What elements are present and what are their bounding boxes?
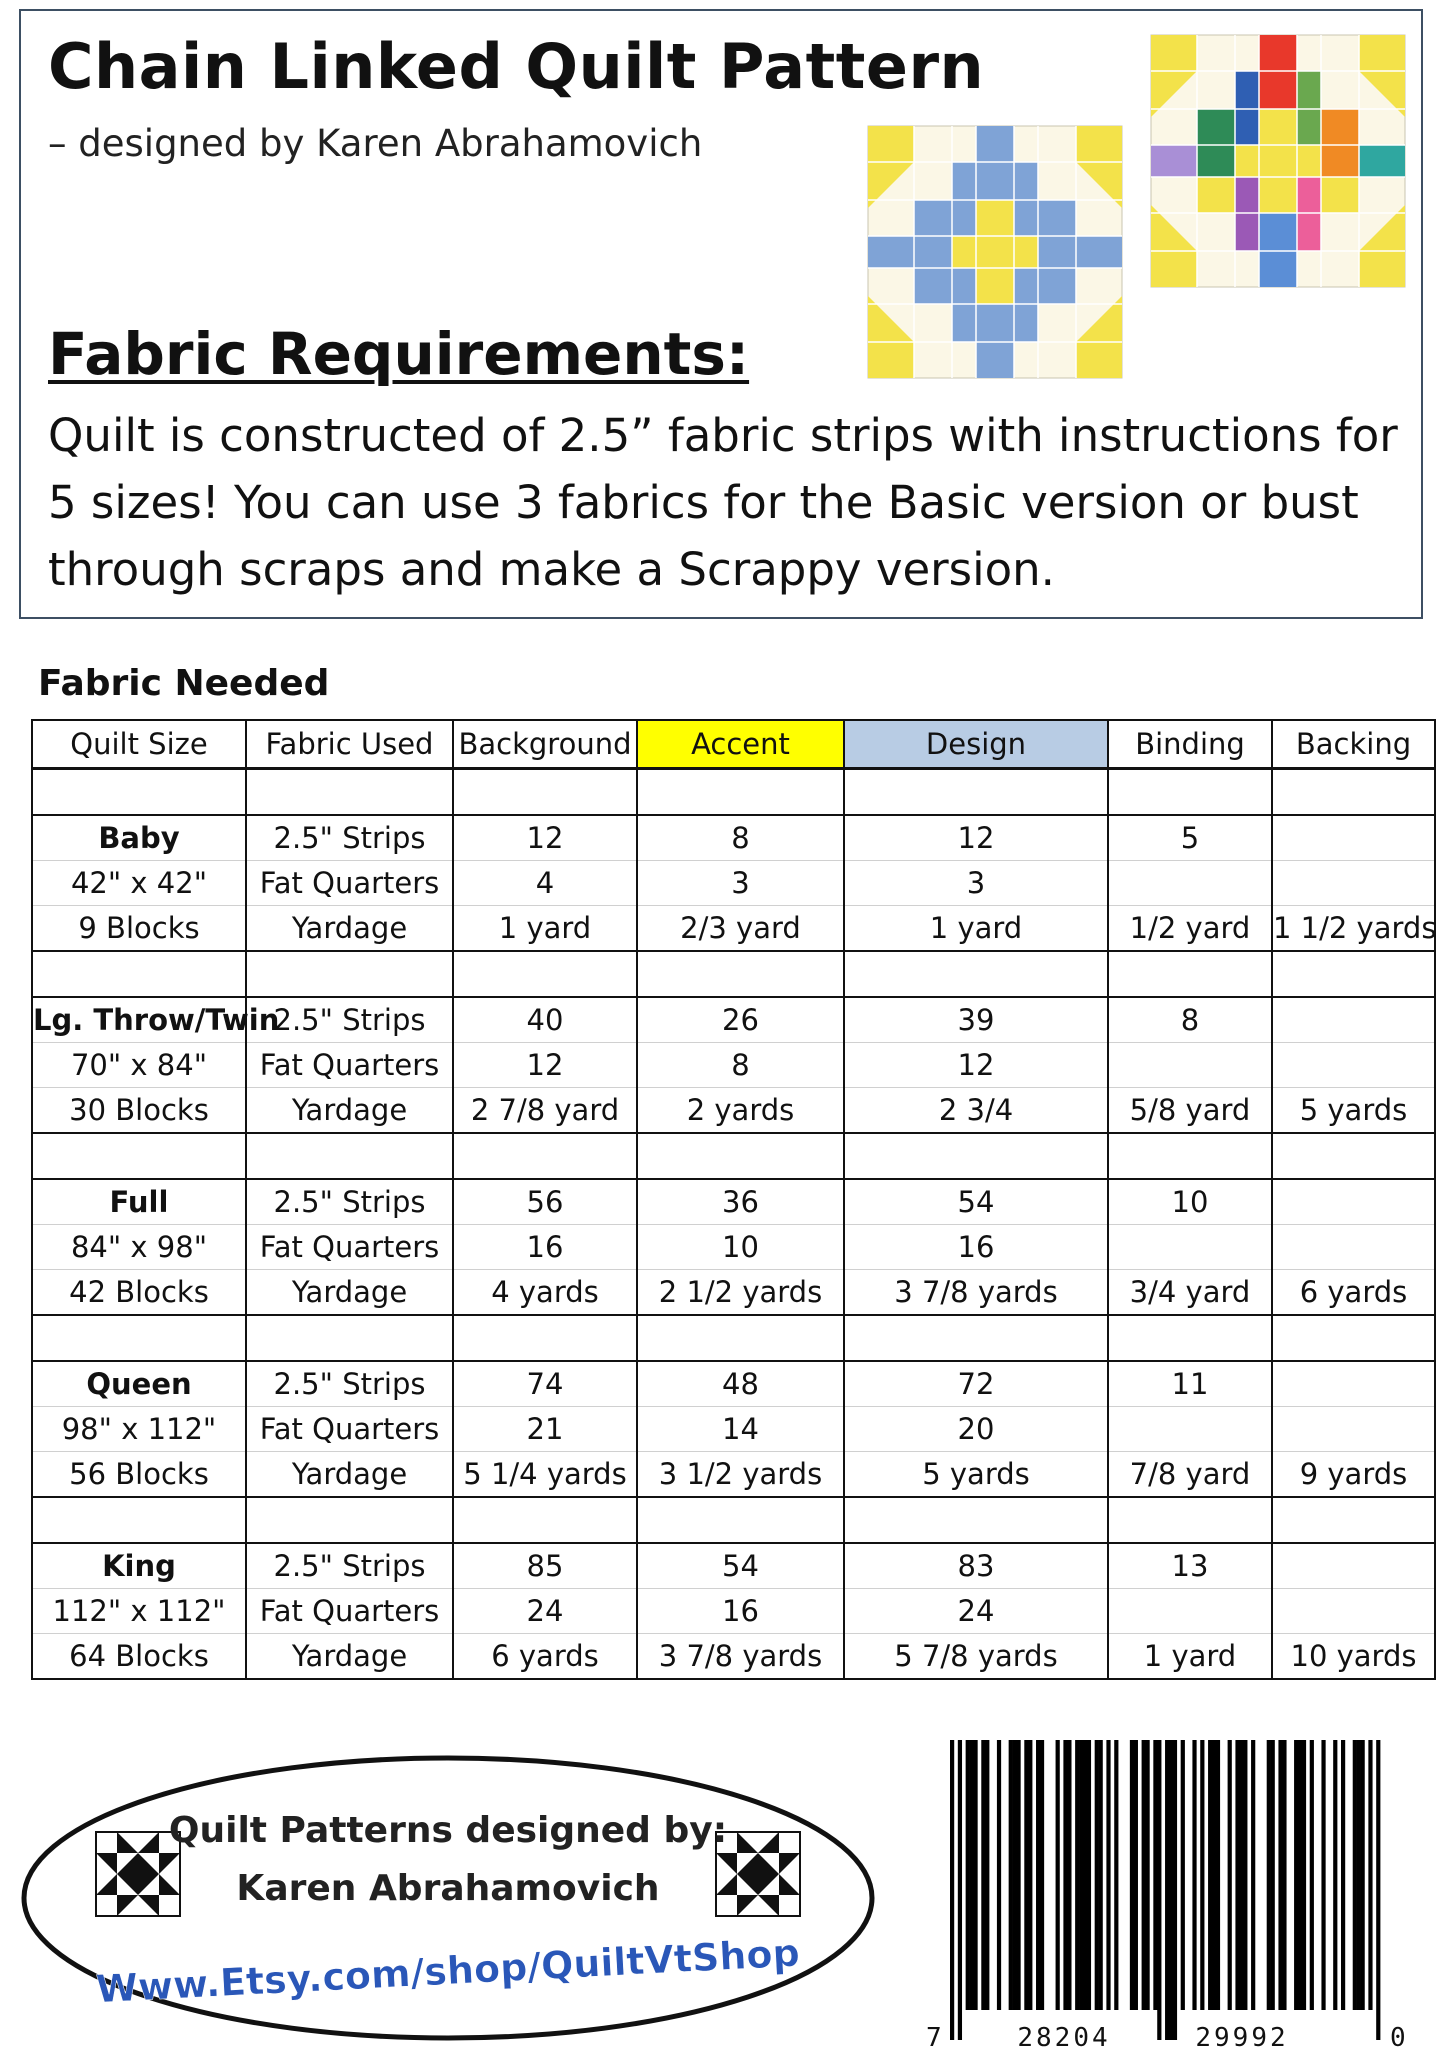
barcode-bar [1321,1740,1325,2010]
cell-design: 24 [844,1589,1108,1634]
cell-quilt-size: 9 Blocks [32,906,246,952]
cell-accent: 3 [637,861,844,906]
barcode-bar [1095,1740,1099,2010]
barcode-bar [1310,1740,1314,2010]
cell-accent: 2 yards [637,1088,844,1134]
spacer-cell [637,1133,844,1179]
spacer-cell [1108,1497,1272,1543]
barcode-bar [966,1740,970,2010]
cell-background: 40 [453,997,637,1043]
spacer-row [32,951,1435,997]
barcode-bar [1134,1740,1138,2010]
logo-line-2: Karen Abrahamovich [236,1868,660,1909]
cell-accent: 36 [637,1179,844,1225]
cell-fabric-used: Fat Quarters [246,1407,453,1452]
cell-design: 83 [844,1543,1108,1589]
cell-quilt-size: Lg. Throw/Twin [32,997,246,1043]
barcode-digit-last: 0 [1390,2023,1406,2052]
barcode-bar [1067,1740,1071,2010]
barcode-bar [1216,1740,1220,2010]
table-row [32,1088,1435,1134]
spacer-cell [453,1133,637,1179]
cell-quilt-size: 42" x 42" [32,861,246,906]
spacer-cell [32,1315,246,1361]
spacer-cell [32,1133,246,1179]
cell-backing [1272,997,1435,1043]
fabric-table [31,719,1436,1680]
cell-accent: 2/3 yard [637,906,844,952]
cell-design: 39 [844,997,1108,1043]
cell-fabric-used: Fat Quarters [246,1225,453,1270]
cell-design: 12 [844,1043,1108,1088]
cell-backing [1272,1543,1435,1589]
cell-binding [1108,1225,1272,1270]
barcode-bar [1243,1740,1247,2010]
spacer-cell [246,769,453,816]
spacer-cell [32,769,246,816]
spacer-cell [844,1133,1108,1179]
spacer-cell [1272,951,1435,997]
spacer-cell [637,1315,844,1361]
cell-quilt-size: 112" x 112" [32,1589,246,1634]
cell-quilt-size: 98" x 112" [32,1407,246,1452]
table-row [32,997,1435,1043]
cell-accent: 48 [637,1361,844,1407]
cell-quilt-size: 30 Blocks [32,1088,246,1134]
intro-line: through scraps and make a Scrappy version. [48,543,1055,596]
cell-backing [1272,1589,1435,1634]
spacer-cell [844,1315,1108,1361]
cell-accent: 8 [637,815,844,861]
cell-binding: 10 [1108,1179,1272,1225]
cell-design: 1 yard [844,906,1108,952]
barcode-bar [1368,1740,1372,2010]
cell-fabric-used: 2.5" Strips [246,815,453,861]
table-row [32,1543,1435,1589]
cell-accent: 10 [637,1225,844,1270]
spacer-cell [246,1133,453,1179]
barcode-bar [1235,1740,1239,2010]
barcode-bar [1145,1740,1149,2010]
spacer-cell [32,1497,246,1543]
cell-accent: 14 [637,1407,844,1452]
cell-binding: 7/8 yard [1108,1452,1272,1498]
cell-background: 5 1/4 yards [453,1452,637,1498]
cell-backing [1272,815,1435,861]
barcode-bar [1333,1740,1337,2010]
intro-line: 5 sizes! You can use 3 fabrics for the Basic version or bust [48,476,1359,529]
cell-design: 3 [844,861,1108,906]
barcode-bar [981,1740,985,2010]
barcode [924,1740,1424,2050]
logo-line-1: Quilt Patterns designed by: [168,1810,728,1851]
barcode-bar [1271,1740,1275,2010]
spacer-cell [1272,1315,1435,1361]
spacer-cell [1272,1133,1435,1179]
barcode-bar [1099,1740,1103,2010]
spacer-cell [246,951,453,997]
cell-backing: 5 yards [1272,1088,1435,1134]
cell-background: 4 [453,861,637,906]
barcode-bar [1278,1740,1282,2010]
cell-background: 1 yard [453,906,637,952]
barcode-bar [1181,1740,1185,2010]
cell-quilt-size: 42 Blocks [32,1270,246,1316]
cell-backing: 1 1/2 yards [1272,906,1435,952]
barcode-bar [1298,1740,1302,2010]
col-header-design: Design [844,720,1108,769]
table-body [32,769,1435,1680]
barcode-bar [1173,1740,1177,2040]
spacer-cell [1108,1133,1272,1179]
barcode-digits-right: 29992 [1195,2023,1289,2052]
cell-binding: 5 [1108,815,1272,861]
cell-fabric-used: Yardage [246,1088,453,1134]
cell-accent: 8 [637,1043,844,1088]
cell-backing: 6 yards [1272,1270,1435,1316]
barcode-bar [1353,1740,1357,2010]
barcode-bar [1192,1740,1196,2010]
cell-quilt-size: 64 Blocks [32,1634,246,1680]
cell-design: 20 [844,1407,1108,1452]
cell-accent: 3 1/2 yards [637,1452,844,1498]
table-row [32,1452,1435,1498]
cell-backing [1272,1043,1435,1088]
cell-binding: 13 [1108,1543,1272,1589]
cell-fabric-used: Fat Quarters [246,861,453,906]
col-header-quilt-size: Quilt Size [32,720,246,769]
cell-fabric-used: Yardage [246,1634,453,1680]
page-title: Chain Linked Quilt Pattern [48,30,985,103]
fabric-requirements-heading: Fabric Requirements: [48,320,750,388]
cell-backing [1272,1361,1435,1407]
spacer-row [32,1133,1435,1179]
spacer-cell [1272,1497,1435,1543]
barcode-digits-left: 28204 [1017,2023,1111,2052]
barcode-bar [1142,1740,1146,2010]
barcode-bar [1130,1740,1134,2010]
spacer-cell [453,1497,637,1543]
table-row [32,1270,1435,1316]
designer-credit: – designed by Karen Abrahamovich [48,122,703,165]
barcode-bar [1114,1740,1118,2010]
spacer-cell [844,1497,1108,1543]
table-row [32,1361,1435,1407]
spacer-cell [1108,951,1272,997]
barcode-bar [1013,1740,1017,2010]
cell-accent: 16 [637,1589,844,1634]
spacer-row [32,769,1435,816]
cell-backing [1272,1407,1435,1452]
spacer-cell [453,951,637,997]
barcode-bar [1165,1740,1169,2040]
cell-binding: 3/4 yard [1108,1270,1272,1316]
barcode-bar [1239,1740,1243,2010]
barcode-bar [1208,1740,1212,2010]
logo-url: Www.Etsy.com/shop/QuiltVtShop [94,1930,801,2012]
cell-backing: 9 yards [1272,1452,1435,1498]
cell-design: 72 [844,1361,1108,1407]
barcode-bar [1063,1740,1067,2010]
barcode-bar [1228,1740,1232,2010]
scrappy-block-image [1151,35,1405,287]
barcode-bar [1267,1740,1271,2010]
cell-binding [1108,1407,1272,1452]
barcode-bar [1282,1740,1286,2010]
cell-quilt-size: King [32,1543,246,1589]
cell-fabric-used: Yardage [246,1452,453,1498]
barcode-bar [1087,1740,1091,2010]
barcode-bar [1200,1740,1204,2010]
cell-backing [1272,861,1435,906]
cell-accent: 54 [637,1543,844,1589]
spacer-cell [453,1315,637,1361]
cell-design: 5 7/8 yards [844,1634,1108,1680]
barcode-bar [1009,1740,1013,2010]
cell-quilt-size: 56 Blocks [32,1452,246,1498]
cell-background: 16 [453,1225,637,1270]
col-header-background: Background [453,720,637,769]
cell-design: 3 7/8 yards [844,1270,1108,1316]
table-header-row [32,720,1435,769]
barcode-bar [1341,1740,1345,2010]
cell-background: 4 yards [453,1270,637,1316]
cell-fabric-used: Yardage [246,906,453,952]
cell-fabric-used: 2.5" Strips [246,1543,453,1589]
cell-design: 16 [844,1225,1108,1270]
cell-background: 56 [453,1179,637,1225]
barcode-bar [1036,1740,1040,2010]
cell-fabric-used: 2.5" Strips [246,1361,453,1407]
table-row [32,1043,1435,1088]
spacer-cell [246,1497,453,1543]
table-row [32,861,1435,906]
cell-binding [1108,1043,1272,1088]
cell-quilt-size: Full [32,1179,246,1225]
barcode-bar [1028,1740,1032,2010]
cell-background: 85 [453,1543,637,1589]
cell-design: 2 3/4 [844,1088,1108,1134]
spacer-cell [637,951,844,997]
col-header-binding: Binding [1108,720,1272,769]
barcode-bar [997,1740,1001,2010]
intro-line: Quilt is constructed of 2.5” fabric strips with instructions for [48,409,1398,462]
barcode-bar [985,1740,989,2010]
cell-accent: 3 7/8 yards [637,1634,844,1680]
table-row [32,815,1435,861]
barcode-bar [1212,1740,1216,2010]
cell-binding [1108,861,1272,906]
barcode-bar [1294,1740,1298,2010]
barcode-bar [973,1740,977,2010]
spacer-cell [246,1315,453,1361]
cell-quilt-size: Baby [32,815,246,861]
cell-accent: 26 [637,997,844,1043]
star-block-icon [96,1832,180,1916]
barcode-bar [1079,1740,1083,2010]
spacer-cell [844,769,1108,816]
cell-background: 6 yards [453,1634,637,1680]
cell-binding: 11 [1108,1361,1272,1407]
col-header-backing: Backing [1272,720,1435,769]
table-row [32,1634,1435,1680]
cell-background: 12 [453,815,637,861]
barcode-bar [1251,1740,1255,2010]
col-header-accent: Accent [637,720,844,769]
spacer-cell [1108,1315,1272,1361]
barcode-bar [1024,1740,1028,2010]
cell-backing [1272,1225,1435,1270]
barcode-bar [1361,1740,1365,2010]
fabric-needed-caption: Fabric Needed [38,663,330,704]
cell-background: 21 [453,1407,637,1452]
cell-design: 12 [844,815,1108,861]
cell-background: 12 [453,1043,637,1088]
table-row [32,906,1435,952]
cell-quilt-size: Queen [32,1361,246,1407]
basic-block-image [868,126,1122,378]
barcode-bar [1075,1740,1079,2010]
barcode-bar [1083,1740,1087,2010]
cell-fabric-used: Fat Quarters [246,1589,453,1634]
cell-binding: 8 [1108,997,1272,1043]
spacer-cell [637,769,844,816]
barcode-bar [970,1740,974,2010]
cell-design: 54 [844,1179,1108,1225]
barcode-bar [958,1740,962,2040]
cell-binding: 1/2 yard [1108,906,1272,952]
barcode-digit-first: 7 [926,2023,942,2052]
spacer-row [32,1497,1435,1543]
cell-quilt-size: 84" x 98" [32,1225,246,1270]
barcode-bar [1056,1740,1060,2010]
barcode-bar [1302,1740,1306,2010]
barcode-bar [1016,1740,1020,2010]
cell-accent: 2 1/2 yards [637,1270,844,1316]
col-header-fabric-used: Fabric Used [246,720,453,769]
cell-binding: 1 yard [1108,1634,1272,1680]
cell-binding [1108,1589,1272,1634]
barcode-bar [1040,1740,1044,2010]
cell-background: 24 [453,1589,637,1634]
cell-fabric-used: Yardage [246,1270,453,1316]
cell-backing: 10 yards [1272,1634,1435,1680]
cell-design: 5 yards [844,1452,1108,1498]
spacer-cell [637,1497,844,1543]
cell-fabric-used: 2.5" Strips [246,997,453,1043]
star-block-icon [716,1832,800,1916]
spacer-row [32,1315,1435,1361]
intro-text [48,402,1418,603]
barcode-bar [1157,1740,1161,2040]
designer-logo [18,1752,878,2044]
barcode-bar [1376,1740,1380,2040]
cell-backing [1272,1179,1435,1225]
barcode-bar [1106,1740,1110,2010]
spacer-cell [844,951,1108,997]
cell-fabric-used: 2.5" Strips [246,1179,453,1225]
cell-background: 2 7/8 yard [453,1088,637,1134]
spacer-cell [453,769,637,816]
table-row [32,1589,1435,1634]
barcode-bar [950,1740,954,2040]
barcode-bar [1169,1740,1173,2040]
spacer-cell [32,951,246,997]
cell-binding: 5/8 yard [1108,1088,1272,1134]
spacer-cell [1272,769,1435,816]
table-row [32,1225,1435,1270]
barcode-bar [1153,1740,1157,2010]
table-row [32,1179,1435,1225]
spacer-cell [1108,769,1272,816]
cell-fabric-used: Fat Quarters [246,1043,453,1088]
barcode-bar [1357,1740,1361,2010]
table-row [32,1407,1435,1452]
cell-quilt-size: 70" x 84" [32,1043,246,1088]
cell-background: 74 [453,1361,637,1407]
